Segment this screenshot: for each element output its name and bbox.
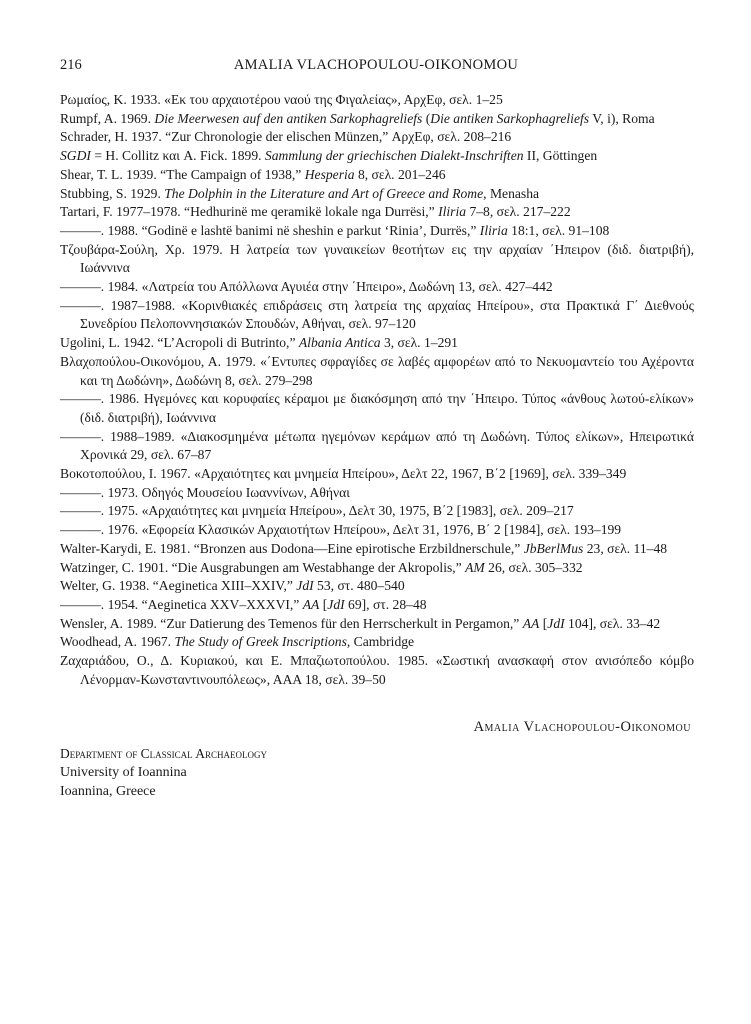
- reference-text: ———. 1988–1989. «Διακοσμημένα μέτωπα ηγεμόνων κεράμων από τη Δωδώνη. Τύπος ελίκων», Ηπειρωτικά Χρονικά 29, σελ. 67–87: [60, 428, 694, 463]
- reference-entry: [60, 540, 694, 559]
- reference-entry: [60, 596, 694, 615]
- reference-text: 18:1, σελ. 91–108: [507, 222, 610, 238]
- reference-entry: [60, 334, 694, 353]
- reference-text: ———. 1984. «Λατρεία του Απόλλωνα Αγυιέα στην ΄Ηπειρο», Δωδώνη 13, σελ. 427–442: [60, 279, 553, 295]
- reference-entry: [60, 297, 694, 334]
- reference-text: The Dolphin in the Literature and Art of Greece and Rome: [164, 185, 484, 201]
- reference-text: Schrader, H. 1937. “Zur Chronologie der elischen Münzen,” ΑρχΕφ, σελ. 208–216: [60, 129, 512, 145]
- reference-entry: [60, 166, 694, 185]
- reference-text: Rumpf, A. 1969.: [60, 110, 155, 126]
- author-signature: Amalia Vlachopoulou-Oikonomou: [473, 719, 691, 735]
- reference-text: The Study of Greek Inscriptions: [174, 634, 347, 650]
- reference-text: Tartari, F. 1977–1978. “Hedhurinë me qeramikë lokale nga Durrësi,”: [60, 204, 439, 220]
- reference-text: Albania Antica: [298, 335, 381, 351]
- reference-text: JdI: [296, 578, 314, 594]
- reference-text: Iliria: [479, 222, 508, 238]
- reference-entry: [60, 390, 694, 427]
- reference-text: Woodhead, A. 1967.: [60, 634, 175, 650]
- reference-text: ———. 1987–1988. «Κορινθιακές επιδράσεις στη λατρεία της αρχαίας Ηπείρου», στα Πρακτικά Γ΄ Διεθνούς Συνεδρίου Πελοποννησιακών Σπουδών, Αθήναι, σελ. 97–120: [60, 297, 694, 332]
- reference-entry: [60, 128, 694, 147]
- reference-entry: [60, 615, 694, 634]
- page-number: 216: [60, 57, 82, 73]
- reference-text: Sammlung der griechischen Dialekt-Inschriften: [264, 148, 524, 164]
- reference-entry: [60, 577, 694, 596]
- reference-text: JdI: [327, 596, 345, 612]
- reference-text: , Menasha: [483, 185, 540, 201]
- author-affiliation: [60, 744, 267, 801]
- reference-text: JdI: [547, 615, 565, 631]
- reference-text: Shear, T. L. 1939. “The Campaign of 1938,”: [60, 166, 305, 182]
- reference-text: [: [319, 596, 328, 612]
- reference-text: ———. 1973. Οδηγός Μουσείου Ιωαννίνων, Αθήναι: [60, 484, 350, 500]
- reference-entry: [60, 428, 694, 465]
- reference-text: AA: [522, 615, 540, 631]
- reference-entry: [60, 353, 694, 390]
- reference-text: 8, σελ. 201–246: [354, 166, 446, 182]
- reference-entry: [60, 484, 694, 503]
- reference-text: 23, σελ. 11–48: [583, 540, 668, 556]
- reference-entry: [60, 465, 694, 484]
- reference-text: Watzinger, C. 1901. “Die Ausgrabungen am Westabhange der Akropolis,”: [60, 559, 466, 575]
- university: University of Ioannina: [60, 765, 187, 780]
- reference-text: ———. 1976. «Εφορεία Κλασικών Αρχαιοτήτων Ηπείρου», Δελτ 31, 1976, Β΄ 2 [1984], σελ. 193–199: [60, 522, 622, 538]
- reference-text: Wensler, A. 1989. “Zur Datierung des Temenos für den Herrscherkult in Pergamon,”: [60, 615, 523, 631]
- reference-text: JbBerlMus: [523, 540, 584, 556]
- reference-text: V, i), Roma: [589, 110, 655, 126]
- reference-text: Τζουβάρα-Σούλη, Χρ. 1979. Η λατρεία των γυναικείων θεοτήτων εις την αρχαίαν ΄Ηπειρον (διδ. διατριβή), Ιωάννινα: [60, 241, 694, 276]
- reference-text: Stubbing, S. 1929.: [60, 185, 165, 201]
- reference-text: Die antiken Sarkophagreliefs: [430, 110, 590, 126]
- reference-list: [60, 91, 694, 690]
- reference-entry: [60, 185, 694, 204]
- reference-text: (: [422, 110, 431, 126]
- reference-text: Βλαχοπούλου-Οικονόμου, Α. 1979. «΄Εντυπες σφραγίδες σε λαβές αμφορέων από το Νεκυομαντείο του Αχέροντα και τη Δωδώνη», Δωδώνη 8, σελ. 279–298: [60, 353, 694, 388]
- department: Department of Classical Archaeology: [60, 746, 268, 761]
- reference-text: 104], σελ. 33–42: [564, 615, 661, 631]
- reference-entry: [60, 633, 694, 652]
- reference-text: Walter-Karydi, E. 1981. “Bronzen aus Dodona—Eine epirotische Erzbildnerschule,”: [60, 540, 524, 556]
- reference-text: Ugolini, L. 1942. “L’Acropoli di Butrinto,”: [60, 335, 299, 351]
- reference-text: [: [539, 615, 548, 631]
- reference-text: II, Göttingen: [523, 148, 598, 164]
- reference-text: Ζαχαριάδου, Ο., Δ. Κυριακού, και Ε. Μπαζιωτοπούλου. 1985. «Σωστική ανασκαφή στον ανισόπεδο κόμβο Λένορμαν-Κωνσταντινουπόλεως», ΑΑΑ 18, σελ. 39–50: [60, 653, 694, 687]
- reference-text: SGDI: [60, 148, 91, 164]
- reference-text: ———. 1954. “Aeginetica XXV–XXXVI,”: [60, 596, 303, 612]
- city: Ioannina, Greece: [60, 784, 156, 799]
- reference-text: Ρωμαίος, Κ. 1933. «Εκ του αρχαιοτέρου ναού της Φιγαλείας», ΑρχΕφ, σελ. 1–25: [60, 92, 503, 107]
- reference-entry: [60, 559, 694, 578]
- reference-entry: [60, 222, 694, 241]
- reference-text: 3, σελ. 1–291: [380, 335, 458, 351]
- running-head: AMALIA VLACHOPOULOU-OIKONOMOU: [233, 57, 519, 73]
- page-header: [60, 57, 692, 79]
- reference-text: 53, στ. 480–540: [313, 578, 405, 594]
- reference-text: 69], στ. 28–48: [344, 596, 427, 612]
- reference-text: ———. 1975. «Αρχαιότητες και μνημεία Ηπείρου», Δελτ 30, 1975, Β΄2 [1983], σελ. 209–217: [60, 503, 574, 519]
- reference-entry: [60, 241, 694, 278]
- reference-entry: [60, 110, 694, 129]
- reference-entry: [60, 278, 694, 297]
- reference-text: AA: [302, 596, 320, 612]
- reference-text: Βοκοτοπούλου, Ι. 1967. «Αρχαιότητες και μνημεία Ηπείρου», Δελτ 22, 1967, Β΄2 [1969], σελ. 339–349: [60, 466, 627, 482]
- reference-text: ———. 1988. “Godinë e lashtë banimi në sheshin e parkut ‘Rinia’, Durrës,”: [60, 222, 480, 238]
- reference-text: ———. 1986. Ηγεμόνες και κορυφαίες κέραμοι με διακόσμηση από την ΄Ηπειρο. Τύπος «άνθους λωτού-ελίκων» (διδ. διατριβή), Ιωάννινα: [60, 391, 694, 425]
- reference-text: AM: [465, 559, 485, 575]
- reference-entry: [60, 502, 694, 521]
- reference-entry: [60, 521, 694, 540]
- reference-text: = H. Collitz και A. Fick. 1899.: [90, 148, 265, 164]
- reference-text: , Cambridge: [346, 634, 415, 650]
- reference-entry: [60, 652, 694, 689]
- reference-text: Iliria: [438, 204, 467, 220]
- reference-text: Die Meerwesen auf den antiken Sarkophagreliefs: [154, 110, 423, 126]
- reference-entry: [60, 203, 694, 222]
- reference-text: 26, σελ. 305–332: [484, 559, 583, 575]
- reference-text: Welter, G. 1938. “Aeginetica XIII–XXIV,”: [60, 578, 297, 594]
- reference-entry: [60, 91, 694, 110]
- reference-entry: [60, 147, 694, 166]
- reference-text: 7–8, σελ. 217–222: [466, 204, 571, 220]
- reference-text: Hesperia: [304, 166, 355, 182]
